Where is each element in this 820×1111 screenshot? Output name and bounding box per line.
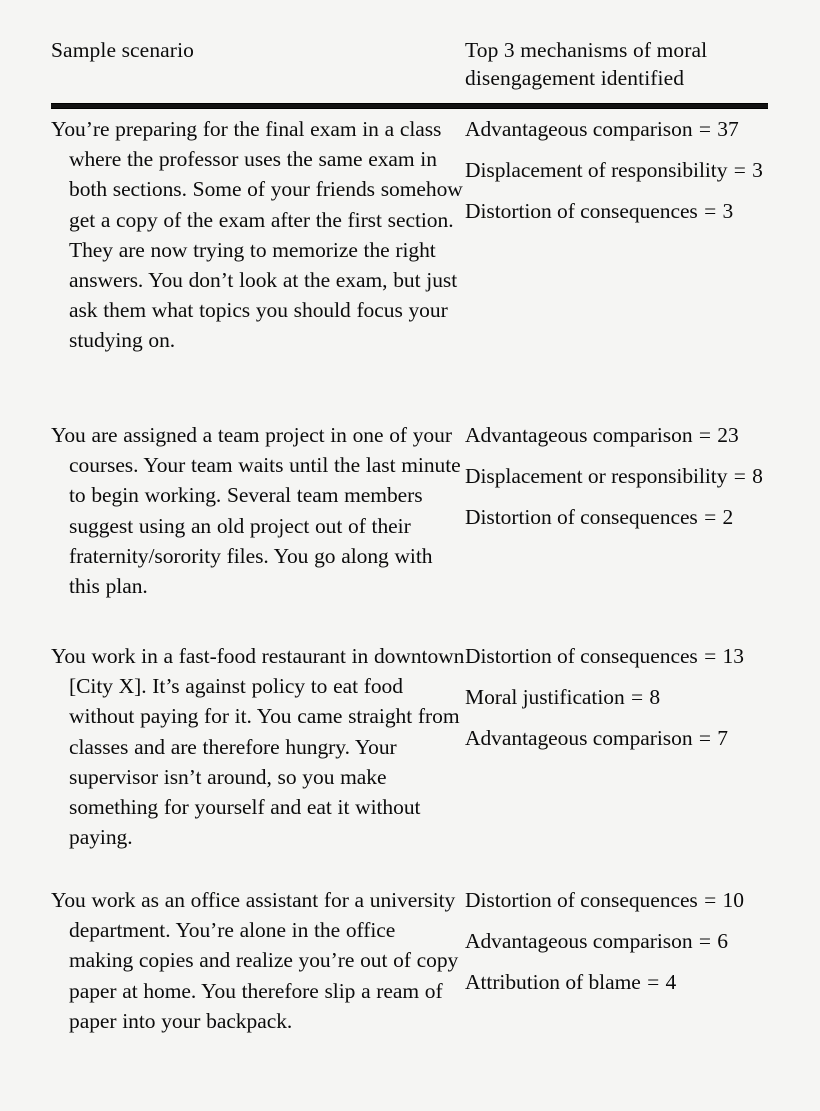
mechanism-item <box>465 196 768 226</box>
mechanism-label: Distortion of consequences <box>465 505 698 530</box>
scenario-text: You are assigned a team project in one of your courses. Your team waits until the last minute to begin working. Several team members suggest using an old project out of their fraternity/sorority files. You go along with this plan. <box>51 423 461 599</box>
mechanism-count: 3 <box>722 199 734 224</box>
equals-sign: = <box>733 464 746 489</box>
table-row <box>51 641 768 885</box>
mechanism-label: Distortion of consequences <box>465 644 698 668</box>
scenario-text: You work as an office assistant for a university department. You’re alone in the office making copies and realize you’re out of copy paper at home. You therefore slip a ream of paper into your backpack. <box>51 888 459 1033</box>
equals-sign: = <box>698 726 711 751</box>
mechanism-item <box>465 885 768 915</box>
mechanism-item <box>465 420 768 450</box>
mechanism-count: 8 <box>649 685 661 710</box>
mechanism-list <box>465 641 768 754</box>
mechanism-item <box>465 502 768 532</box>
mechanism-count: 4 <box>665 970 677 995</box>
scenario-text: You work in a fast-food restaurant in downtown [City X]. It’s against policy to eat food without paying for it. You came straight from classes and are therefore hungry. Your supervisor isn’t around, so you make something for yourself and eat it without paying. <box>51 644 465 850</box>
mechanism-label: Advantageous comparison <box>465 423 693 447</box>
mechanism-label: Moral justification <box>465 685 625 710</box>
mechanism-item <box>465 114 768 144</box>
table-header-row <box>0 0 820 92</box>
mechanism-label: Advantageous comparison <box>465 726 693 751</box>
mechanism-item <box>465 926 768 956</box>
column-header-mechanisms: Top 3 mechanisms of moral disengagement identified <box>465 38 708 90</box>
mechanism-count: 7 <box>717 726 728 751</box>
equals-sign: = <box>704 644 717 668</box>
mechanism-item <box>465 461 768 491</box>
table-row <box>51 114 768 420</box>
mechanism-count: 37 <box>717 117 739 141</box>
column-header-scenario: Sample scenario <box>51 38 194 62</box>
mechanism-list <box>465 885 768 998</box>
equals-sign: = <box>698 117 711 141</box>
equals-sign: = <box>704 888 717 912</box>
mechanism-label: Distortion of consequences <box>465 888 698 912</box>
table-row <box>51 885 768 1065</box>
mechanism-count: 23 <box>717 423 739 447</box>
equals-sign: = <box>698 929 711 954</box>
mechanism-item <box>465 155 768 185</box>
mechanism-label: Attribution of blame <box>465 970 641 995</box>
equals-sign: = <box>704 505 717 530</box>
mechanism-count: 3 <box>752 158 763 183</box>
mechanism-label: Advantageous comparison <box>465 117 693 141</box>
equals-sign: = <box>631 685 644 710</box>
equals-sign: = <box>733 158 746 183</box>
mechanism-item <box>465 723 768 753</box>
mechanism-count: 13 <box>722 644 744 668</box>
mechanism-list <box>465 114 768 227</box>
mechanism-label: Displacement or responsibility <box>465 464 728 489</box>
mechanism-count: 6 <box>717 929 728 954</box>
mechanism-list <box>465 420 768 533</box>
mechanism-count: 10 <box>722 888 744 912</box>
table-body <box>0 114 820 1065</box>
equals-sign: = <box>704 199 717 224</box>
header-rule-divider <box>51 103 768 109</box>
mechanism-item <box>465 682 768 712</box>
mechanism-count: 2 <box>722 505 734 530</box>
mechanism-label: Advantageous comparison <box>465 929 693 954</box>
mechanism-item <box>465 641 768 671</box>
equals-sign: = <box>647 970 660 995</box>
equals-sign: = <box>698 423 711 447</box>
mechanism-count: 8 <box>752 464 763 489</box>
mechanism-label: Distortion of consequences <box>465 199 698 224</box>
mechanism-label: Displacement of responsibility <box>465 158 728 183</box>
scenario-text: You’re preparing for the final exam in a class where the professor uses the same exam in both sections. Some of your friends somehow get a copy of the exam after the first section. They are now trying to memorize the right answers. You don’t look at the exam, but just ask them what topics you should focus your studying on. <box>51 117 463 353</box>
table-row <box>51 420 768 641</box>
mechanism-item <box>465 967 768 997</box>
